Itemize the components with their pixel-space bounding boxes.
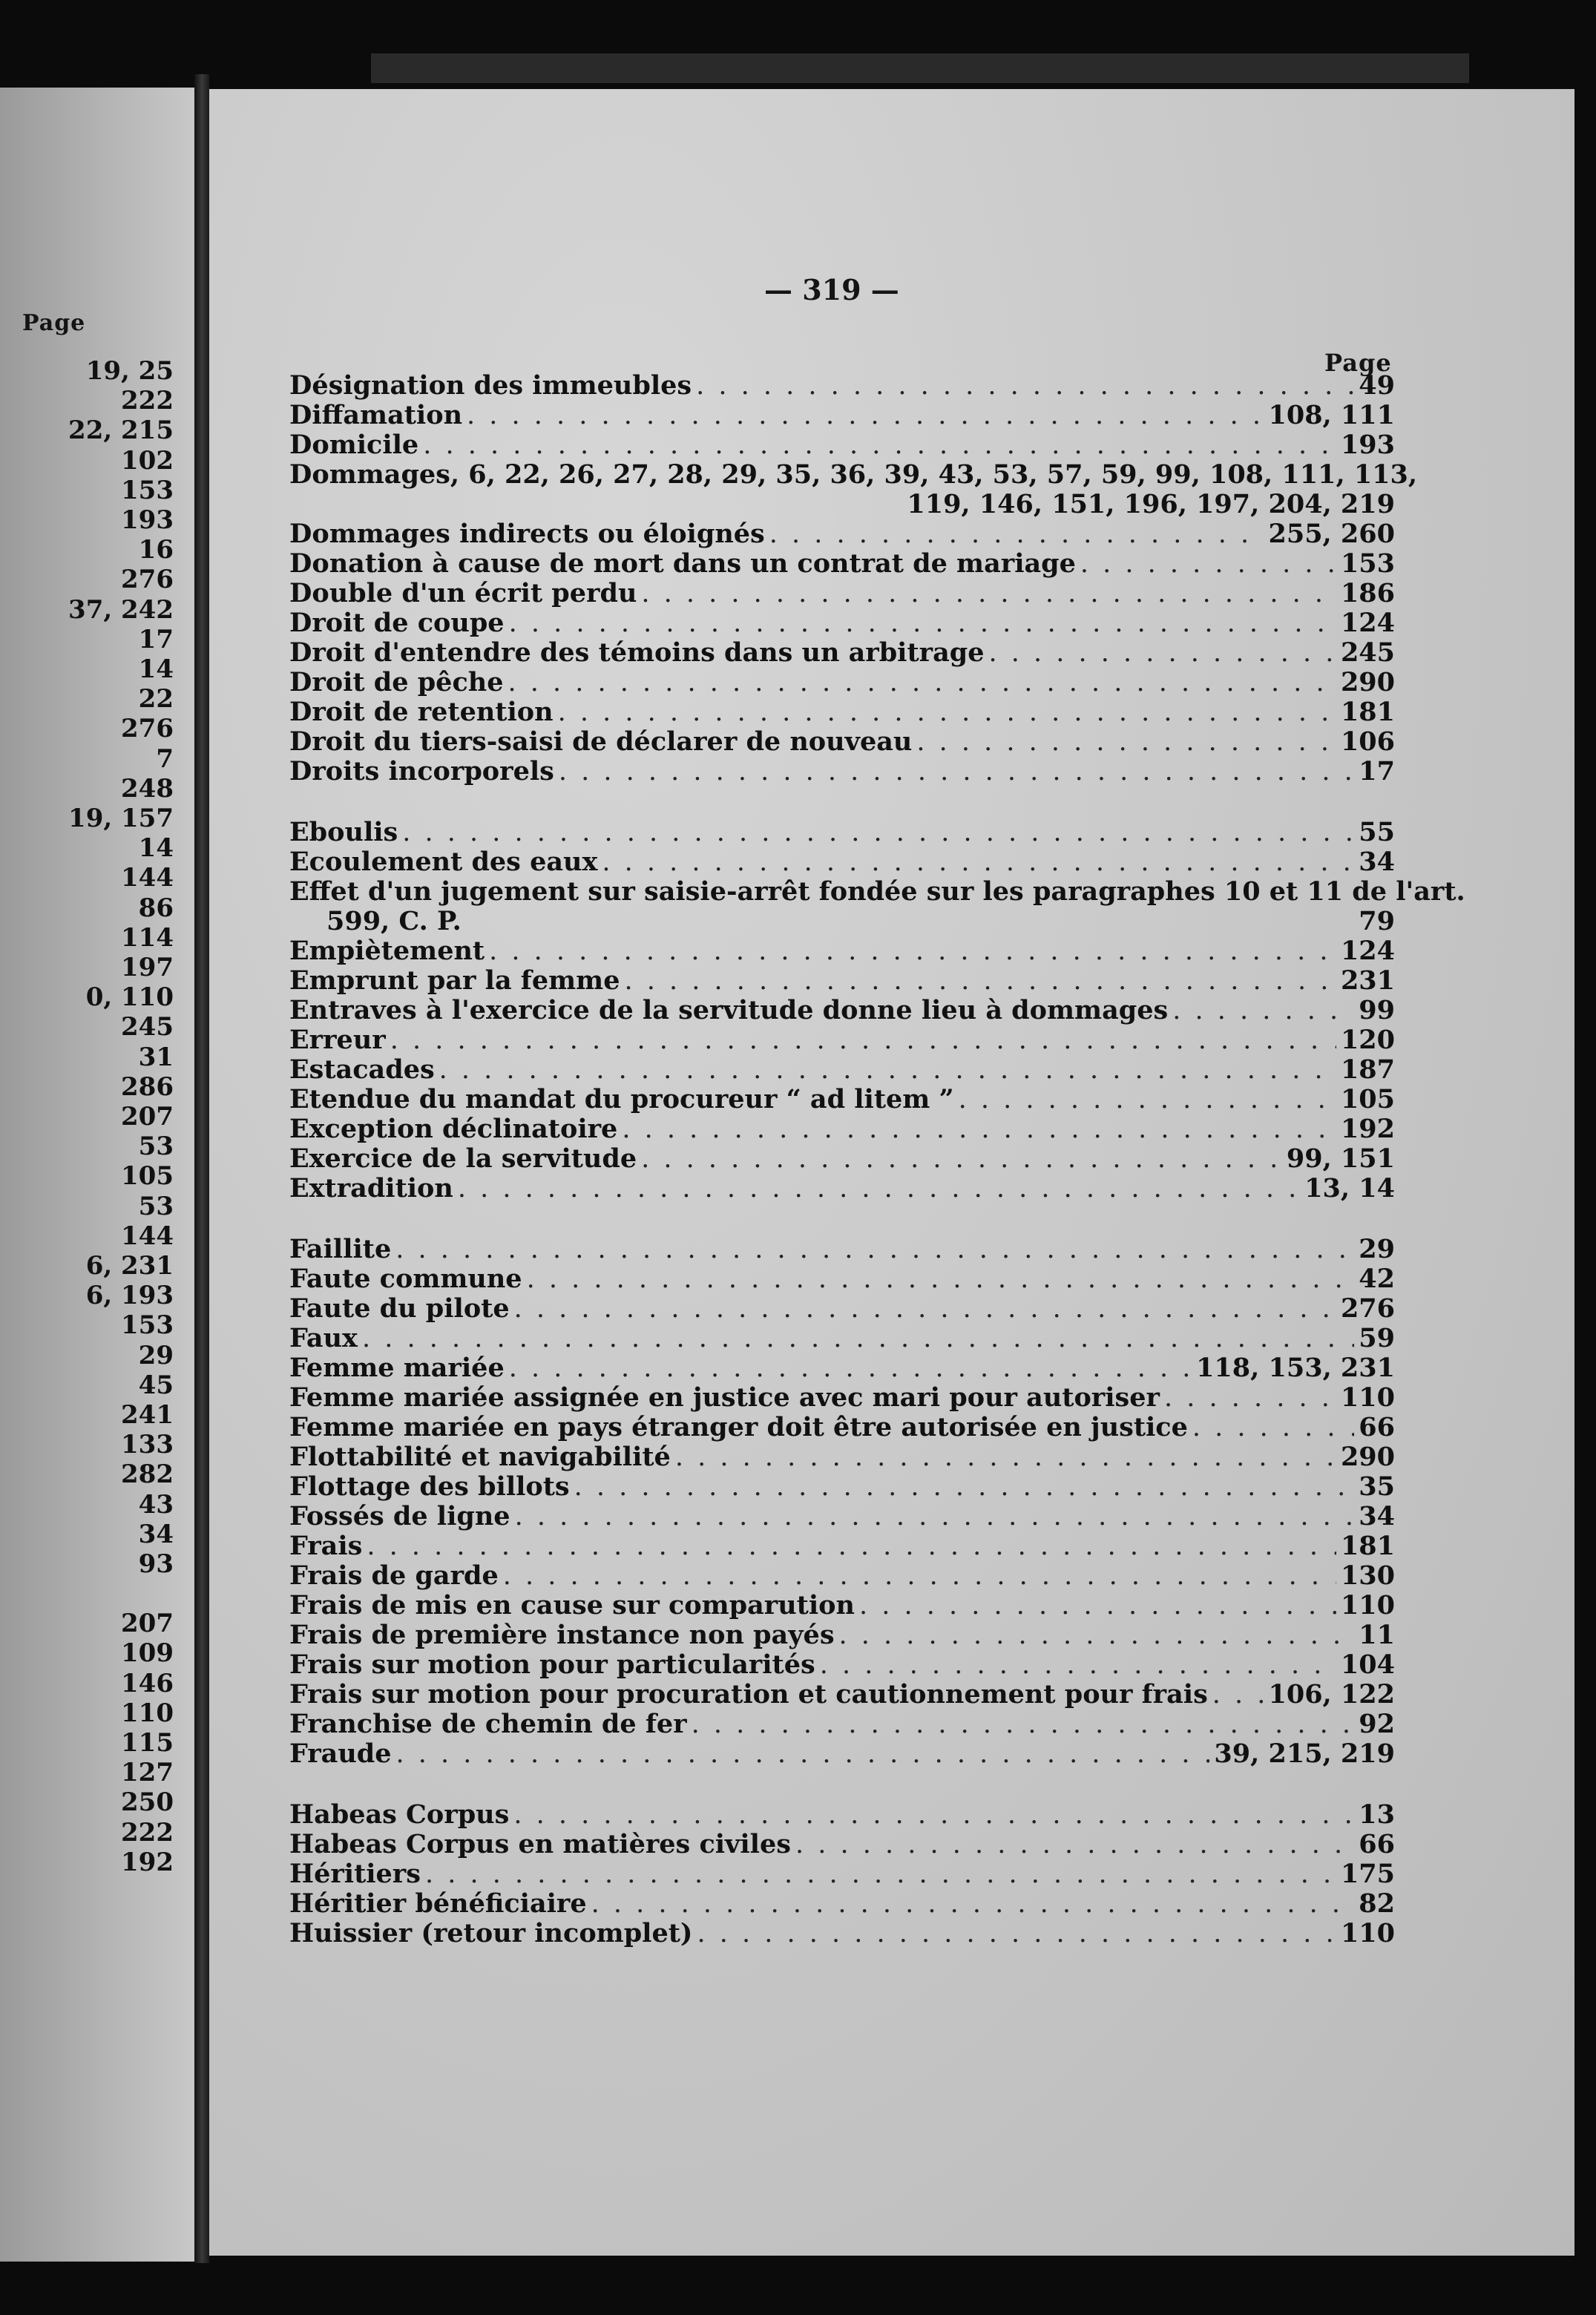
left-page-row: 248 xyxy=(121,773,174,804)
index-entries xyxy=(289,370,1465,1948)
entry-pages: 35 xyxy=(1359,1471,1395,1502)
entry-term: Eboulis xyxy=(289,817,398,847)
index-entry xyxy=(289,371,1395,401)
index-entry xyxy=(289,1502,1395,1531)
index-entry xyxy=(289,401,1395,430)
section-gap xyxy=(289,787,1395,818)
dot-leader xyxy=(367,1531,1336,1561)
left-page-row: 31 xyxy=(138,1042,174,1072)
index-entry xyxy=(289,1114,1395,1144)
left-page-row: 19, 25 xyxy=(85,356,174,386)
entry-term: Dommages indirects ou éloignés xyxy=(289,519,765,549)
left-page-row: 144 xyxy=(121,1221,174,1251)
entry-pages: 17 xyxy=(1359,756,1395,787)
entry-pages: 106, 122 xyxy=(1268,1679,1395,1710)
left-page-row: 250 xyxy=(121,1787,174,1818)
index-entry xyxy=(289,1055,1395,1085)
left-page-row: 282 xyxy=(121,1459,174,1490)
entry-pages: 13, 14 xyxy=(1304,1173,1395,1204)
index-entry xyxy=(289,847,1395,877)
entry-pages: 245 xyxy=(1340,637,1395,668)
index-entry xyxy=(289,1561,1395,1591)
dot-leader xyxy=(1212,1680,1264,1710)
left-page-row: 7 xyxy=(156,743,174,774)
entry-term: Faute commune xyxy=(289,1264,522,1294)
entry-term: Franchise de chemin de fer xyxy=(289,1709,687,1739)
dot-leader xyxy=(396,1739,1210,1769)
entry-pages: 124 xyxy=(1340,936,1395,966)
dot-leader xyxy=(559,757,1354,787)
left-page-row: 0, 110 xyxy=(85,982,174,1013)
left-page-row: 207 xyxy=(121,1102,174,1132)
entry-term: Femme mariée assignée en justice avec mari pour autoriser xyxy=(289,1382,1160,1413)
entry-term: Frais sur motion pour procuration et cautionnement pour frais xyxy=(289,1679,1208,1710)
entry-pages-continuation: 119, 146, 151, 196, 197, 204, 219 xyxy=(907,489,1395,519)
dot-leader xyxy=(591,1889,1355,1919)
dot-leader xyxy=(820,1650,1336,1680)
index-entry xyxy=(289,1264,1395,1294)
left-page-row: 43 xyxy=(138,1489,174,1520)
entry-term: Entraves à l'exercice de la servitude donne lieu à dommages xyxy=(289,995,1169,1025)
entry-pages: 29 xyxy=(1359,1234,1395,1264)
index-entry xyxy=(289,1680,1395,1710)
left-page-row: 29 xyxy=(138,1340,174,1370)
index-entry xyxy=(289,757,1395,787)
dot-leader xyxy=(458,1174,1300,1204)
index-entry xyxy=(289,459,1418,490)
left-page-row: 245 xyxy=(121,1012,174,1042)
entry-term: Habeas Corpus xyxy=(289,1799,510,1830)
index-entry xyxy=(289,727,1395,757)
index-entry xyxy=(289,549,1395,579)
entry-pages: 130 xyxy=(1340,1560,1395,1591)
dot-leader xyxy=(439,1055,1336,1085)
entry-pages: 255, 260 xyxy=(1268,519,1395,549)
index-entry xyxy=(289,1859,1395,1889)
entry-term: Emprunt par la femme xyxy=(289,965,620,996)
dot-leader xyxy=(641,1144,1282,1174)
entry-term: Dommages, 6, 22, 26, 27, 28, 29, 35, 36, 39, 43, 53, 57, 59, 99, 108, 111, 113, xyxy=(289,459,1418,490)
entry-pages: 192 xyxy=(1340,1114,1395,1144)
entry-pages: 120 xyxy=(1340,1025,1395,1055)
left-page-row: 146 xyxy=(121,1668,174,1698)
dot-leader xyxy=(602,847,1354,877)
entry-term: Droits incorporels xyxy=(289,756,554,787)
left-page-row: 53 xyxy=(138,1191,174,1221)
dot-leader xyxy=(390,1025,1336,1055)
entry-pages: 11 xyxy=(1359,1620,1395,1650)
entry-term-continuation xyxy=(289,907,1395,936)
dot-leader xyxy=(509,608,1336,638)
entry-term: Donation à cause de mort dans un contrat de mariage xyxy=(289,548,1076,579)
dot-leader xyxy=(425,1859,1336,1889)
entry-pages: 108, 111 xyxy=(1268,400,1395,430)
entry-term: Faux xyxy=(289,1323,358,1353)
entry-pages: 34 xyxy=(1359,1501,1395,1531)
left-page-row: 86 xyxy=(138,893,174,923)
entry-pages: 124 xyxy=(1340,608,1395,638)
dot-leader xyxy=(508,668,1336,697)
entry-pages: 42 xyxy=(1359,1264,1395,1294)
entry-pages: 153 xyxy=(1340,548,1395,579)
left-page-row: 192 xyxy=(121,1847,174,1877)
entry-pages: 186 xyxy=(1340,578,1395,608)
left-page-row: 45 xyxy=(138,1370,174,1400)
entry-term: Droit de coupe xyxy=(289,608,505,638)
index-entry xyxy=(289,996,1395,1025)
left-page-row: 222 xyxy=(121,1817,174,1848)
left-page-row: 53 xyxy=(138,1132,174,1162)
left-page-row: 34 xyxy=(138,1519,174,1549)
entry-term-continuation-text: 599, C. P. xyxy=(326,906,462,936)
entry-pages: 66 xyxy=(1359,1412,1395,1442)
entry-pages: 99, 151 xyxy=(1286,1143,1395,1174)
index-entry xyxy=(289,1442,1395,1472)
dot-leader xyxy=(641,579,1336,608)
entry-term: Désignation des immeubles xyxy=(289,370,692,401)
dot-leader xyxy=(696,371,1354,401)
page-number: — 319 — xyxy=(764,273,899,306)
index-entry xyxy=(289,1620,1395,1650)
entry-term: Ecoulement des eaux xyxy=(289,847,598,877)
index-entry xyxy=(289,1739,1395,1769)
entry-pages: 110 xyxy=(1340,1382,1395,1413)
entry-pages: 92 xyxy=(1359,1709,1395,1739)
index-entry xyxy=(289,1383,1395,1413)
entry-pages: 49 xyxy=(1359,370,1395,401)
dot-leader xyxy=(362,1324,1354,1353)
entry-term: Frais de mis en cause sur comparution xyxy=(289,1590,855,1620)
dot-leader xyxy=(514,1294,1336,1324)
left-page-row: 17 xyxy=(138,624,174,654)
entry-term: Huissier (retour incomplet) xyxy=(289,1918,693,1948)
index-entry xyxy=(289,1085,1395,1114)
entry-term: Droit d'entendre des témoins dans un arbitrage xyxy=(289,637,985,668)
left-page-row: 19, 157 xyxy=(68,804,174,833)
section-gap xyxy=(289,1769,1395,1800)
index-entry xyxy=(289,818,1395,847)
left-page-row: 14 xyxy=(138,654,174,684)
entry-term: Empiètement xyxy=(289,936,485,966)
dot-leader xyxy=(558,697,1336,727)
left-page-row: 109 xyxy=(121,1638,174,1669)
index-entry xyxy=(289,936,1395,966)
dot-leader xyxy=(989,638,1336,668)
left-page-row: 14 xyxy=(138,833,174,864)
index-entry xyxy=(289,638,1395,668)
entry-pages: 290 xyxy=(1340,1442,1395,1472)
entry-term: Estacades xyxy=(289,1054,435,1085)
left-page-row: 102 xyxy=(121,445,174,476)
section-gap xyxy=(289,1204,1395,1235)
index-entry xyxy=(289,1353,1395,1383)
dot-leader xyxy=(574,1472,1355,1502)
dot-leader xyxy=(509,1353,1192,1383)
dot-leader xyxy=(622,1114,1336,1144)
index-entry xyxy=(289,876,1465,907)
index-entry xyxy=(289,1531,1395,1561)
entry-term: Frais de garde xyxy=(289,1560,499,1591)
index-entry xyxy=(289,1413,1395,1442)
dot-leader xyxy=(795,1830,1354,1859)
entry-term: Frais sur motion pour particularités xyxy=(289,1649,815,1680)
entry-pages: 59 xyxy=(1359,1323,1395,1353)
left-page-row: 105 xyxy=(121,1161,174,1192)
dot-leader xyxy=(692,1710,1355,1739)
dot-leader xyxy=(697,1919,1336,1948)
left-page-row: 93 xyxy=(138,1549,174,1579)
entry-term: Femme mariée xyxy=(289,1353,505,1383)
dot-leader xyxy=(916,727,1336,757)
index-entry xyxy=(289,1174,1395,1204)
entry-pages: 231 xyxy=(1340,965,1395,996)
left-page-row: 37, 242 xyxy=(68,594,174,625)
entry-term: Faute du pilote xyxy=(289,1293,510,1324)
entry-pages: 66 xyxy=(1359,1829,1395,1859)
entry-pages: 187 xyxy=(1340,1054,1395,1085)
dot-leader xyxy=(466,907,1355,936)
left-page-row: 276 xyxy=(121,714,174,744)
left-page-fragment xyxy=(0,88,194,2262)
entry-pages: 276 xyxy=(1340,1293,1395,1324)
left-page-row: 197 xyxy=(121,953,174,982)
entry-term: Etendue du mandat du procureur “ ad litem ” xyxy=(289,1084,954,1114)
index-entry xyxy=(289,668,1395,697)
left-page-column-label: Page xyxy=(22,310,86,336)
entry-term: Exception déclinatoire xyxy=(289,1114,618,1144)
index-entry xyxy=(289,1800,1395,1830)
entry-term: Droit de retention xyxy=(289,697,554,727)
left-page-row: 241 xyxy=(121,1400,174,1430)
entry-term: Domicile xyxy=(289,430,419,460)
index-entry xyxy=(289,1294,1395,1324)
left-page-row: 110 xyxy=(121,1698,174,1728)
left-page-row: 276 xyxy=(121,565,174,595)
entry-term: Droit du tiers-saisi de déclarer de nouveau xyxy=(289,726,913,757)
entry-pages: 175 xyxy=(1340,1859,1395,1889)
entry-pages: 193 xyxy=(1340,430,1395,460)
entry-pages: 181 xyxy=(1340,1531,1395,1561)
entry-pages: 82 xyxy=(1359,1888,1395,1919)
dot-leader xyxy=(839,1620,1355,1650)
left-page-row: 153 xyxy=(121,1310,174,1341)
dot-leader xyxy=(1080,549,1336,579)
dot-leader xyxy=(515,1502,1355,1531)
entry-pages: 118, 153, 231 xyxy=(1196,1353,1395,1383)
left-page-row: 22, 215 xyxy=(68,416,174,446)
entry-pages: 110 xyxy=(1340,1590,1395,1620)
index-entry xyxy=(289,1591,1395,1620)
index-entry xyxy=(289,519,1395,549)
left-page-row: 222 xyxy=(121,386,174,416)
left-page-row: 22 xyxy=(138,684,174,715)
dot-leader xyxy=(402,818,1354,847)
entry-pages: 55 xyxy=(1359,817,1395,847)
left-page-row: 6, 193 xyxy=(85,1281,174,1311)
dot-leader xyxy=(527,1264,1355,1294)
index-entry xyxy=(289,1830,1395,1859)
entry-pages: 34 xyxy=(1359,847,1395,877)
entry-term: Frais xyxy=(289,1531,363,1561)
entry-term: Faillite xyxy=(289,1234,392,1264)
index-entry xyxy=(289,608,1395,638)
entry-pages: 110 xyxy=(1340,1918,1395,1948)
dot-leader xyxy=(423,430,1336,460)
dot-leader xyxy=(675,1442,1336,1472)
entry-pages: 106 xyxy=(1340,726,1395,757)
entry-term: Flottage des billots xyxy=(289,1471,570,1502)
entry-pages: 181 xyxy=(1340,697,1395,727)
entry-term: Héritiers xyxy=(289,1859,421,1889)
entry-term: Droit de pêche xyxy=(289,667,504,697)
entry-term: Extradition xyxy=(289,1173,453,1204)
page-column-label: Page xyxy=(1324,349,1392,377)
dot-leader xyxy=(859,1591,1336,1620)
entry-pages: 290 xyxy=(1340,667,1395,697)
left-page-row: 127 xyxy=(121,1758,174,1788)
index-entry xyxy=(289,1472,1395,1502)
entry-term: Fraude xyxy=(289,1738,392,1769)
entry-term: Flottabilité et navigabilité xyxy=(289,1442,671,1472)
index-entry xyxy=(289,1025,1395,1055)
index-entry xyxy=(289,1710,1395,1739)
index-entry xyxy=(289,1324,1395,1353)
index-entry xyxy=(289,966,1395,996)
index-entry xyxy=(289,697,1395,727)
entry-pages: 104 xyxy=(1340,1649,1395,1680)
entry-pages: 105 xyxy=(1340,1084,1395,1114)
entry-term: Double d'un écrit perdu xyxy=(289,578,637,608)
left-page-row: 133 xyxy=(121,1430,174,1460)
dot-leader xyxy=(513,1800,1354,1830)
dot-leader xyxy=(1172,996,1354,1025)
entry-term: Habeas Corpus en matières civiles xyxy=(289,1829,791,1859)
entry-pages: 99 xyxy=(1359,995,1395,1025)
left-page-row: 193 xyxy=(121,505,174,535)
dot-leader xyxy=(959,1085,1336,1114)
dot-leader xyxy=(395,1235,1354,1264)
index-entry xyxy=(289,1919,1395,1948)
entry-term: Diffamation xyxy=(289,400,463,430)
index-entry xyxy=(289,1889,1395,1919)
dot-leader xyxy=(1164,1383,1336,1413)
book-gutter xyxy=(194,74,209,2263)
entry-term: Héritier bénéficiaire xyxy=(289,1888,587,1919)
entry-pages: 39, 215, 219 xyxy=(1214,1738,1395,1769)
dot-leader xyxy=(503,1561,1336,1591)
index-entry xyxy=(289,579,1395,608)
index-entry xyxy=(289,1650,1395,1680)
index-entry xyxy=(289,1235,1395,1264)
left-page-row: 16 xyxy=(138,535,174,565)
entry-pages: 13 xyxy=(1359,1799,1395,1830)
entry-term: Frais de première instance non payés xyxy=(289,1620,835,1650)
index-entry xyxy=(289,1144,1395,1174)
entry-term: Femme mariée en pays étranger doit être autorisée en justice xyxy=(289,1412,1188,1442)
entry-term: Erreur xyxy=(289,1025,386,1055)
entry-term: Effet d'un jugement sur saisie-arrêt fondée sur les paragraphes 10 et 11 de l'art. xyxy=(289,876,1465,907)
left-page-row: 144 xyxy=(121,863,174,893)
top-page-shadow xyxy=(371,53,1469,83)
entry-term: Fossés de ligne xyxy=(289,1501,510,1531)
left-page-row: 114 xyxy=(121,922,174,953)
left-page-row: 115 xyxy=(121,1728,174,1758)
index-entry xyxy=(289,430,1395,460)
entry-pages: 79 xyxy=(1359,906,1395,936)
left-page-row: 153 xyxy=(121,475,174,505)
left-page-row: 207 xyxy=(121,1609,174,1639)
left-page-row: 6, 231 xyxy=(85,1251,174,1281)
dot-leader xyxy=(769,519,1264,549)
dot-leader xyxy=(1192,1413,1354,1442)
left-page-row: 286 xyxy=(121,1071,174,1102)
dot-leader xyxy=(624,966,1336,996)
entry-term: Exercice de la servitude xyxy=(289,1143,637,1174)
dot-leader xyxy=(467,401,1264,430)
dot-leader xyxy=(489,936,1336,966)
